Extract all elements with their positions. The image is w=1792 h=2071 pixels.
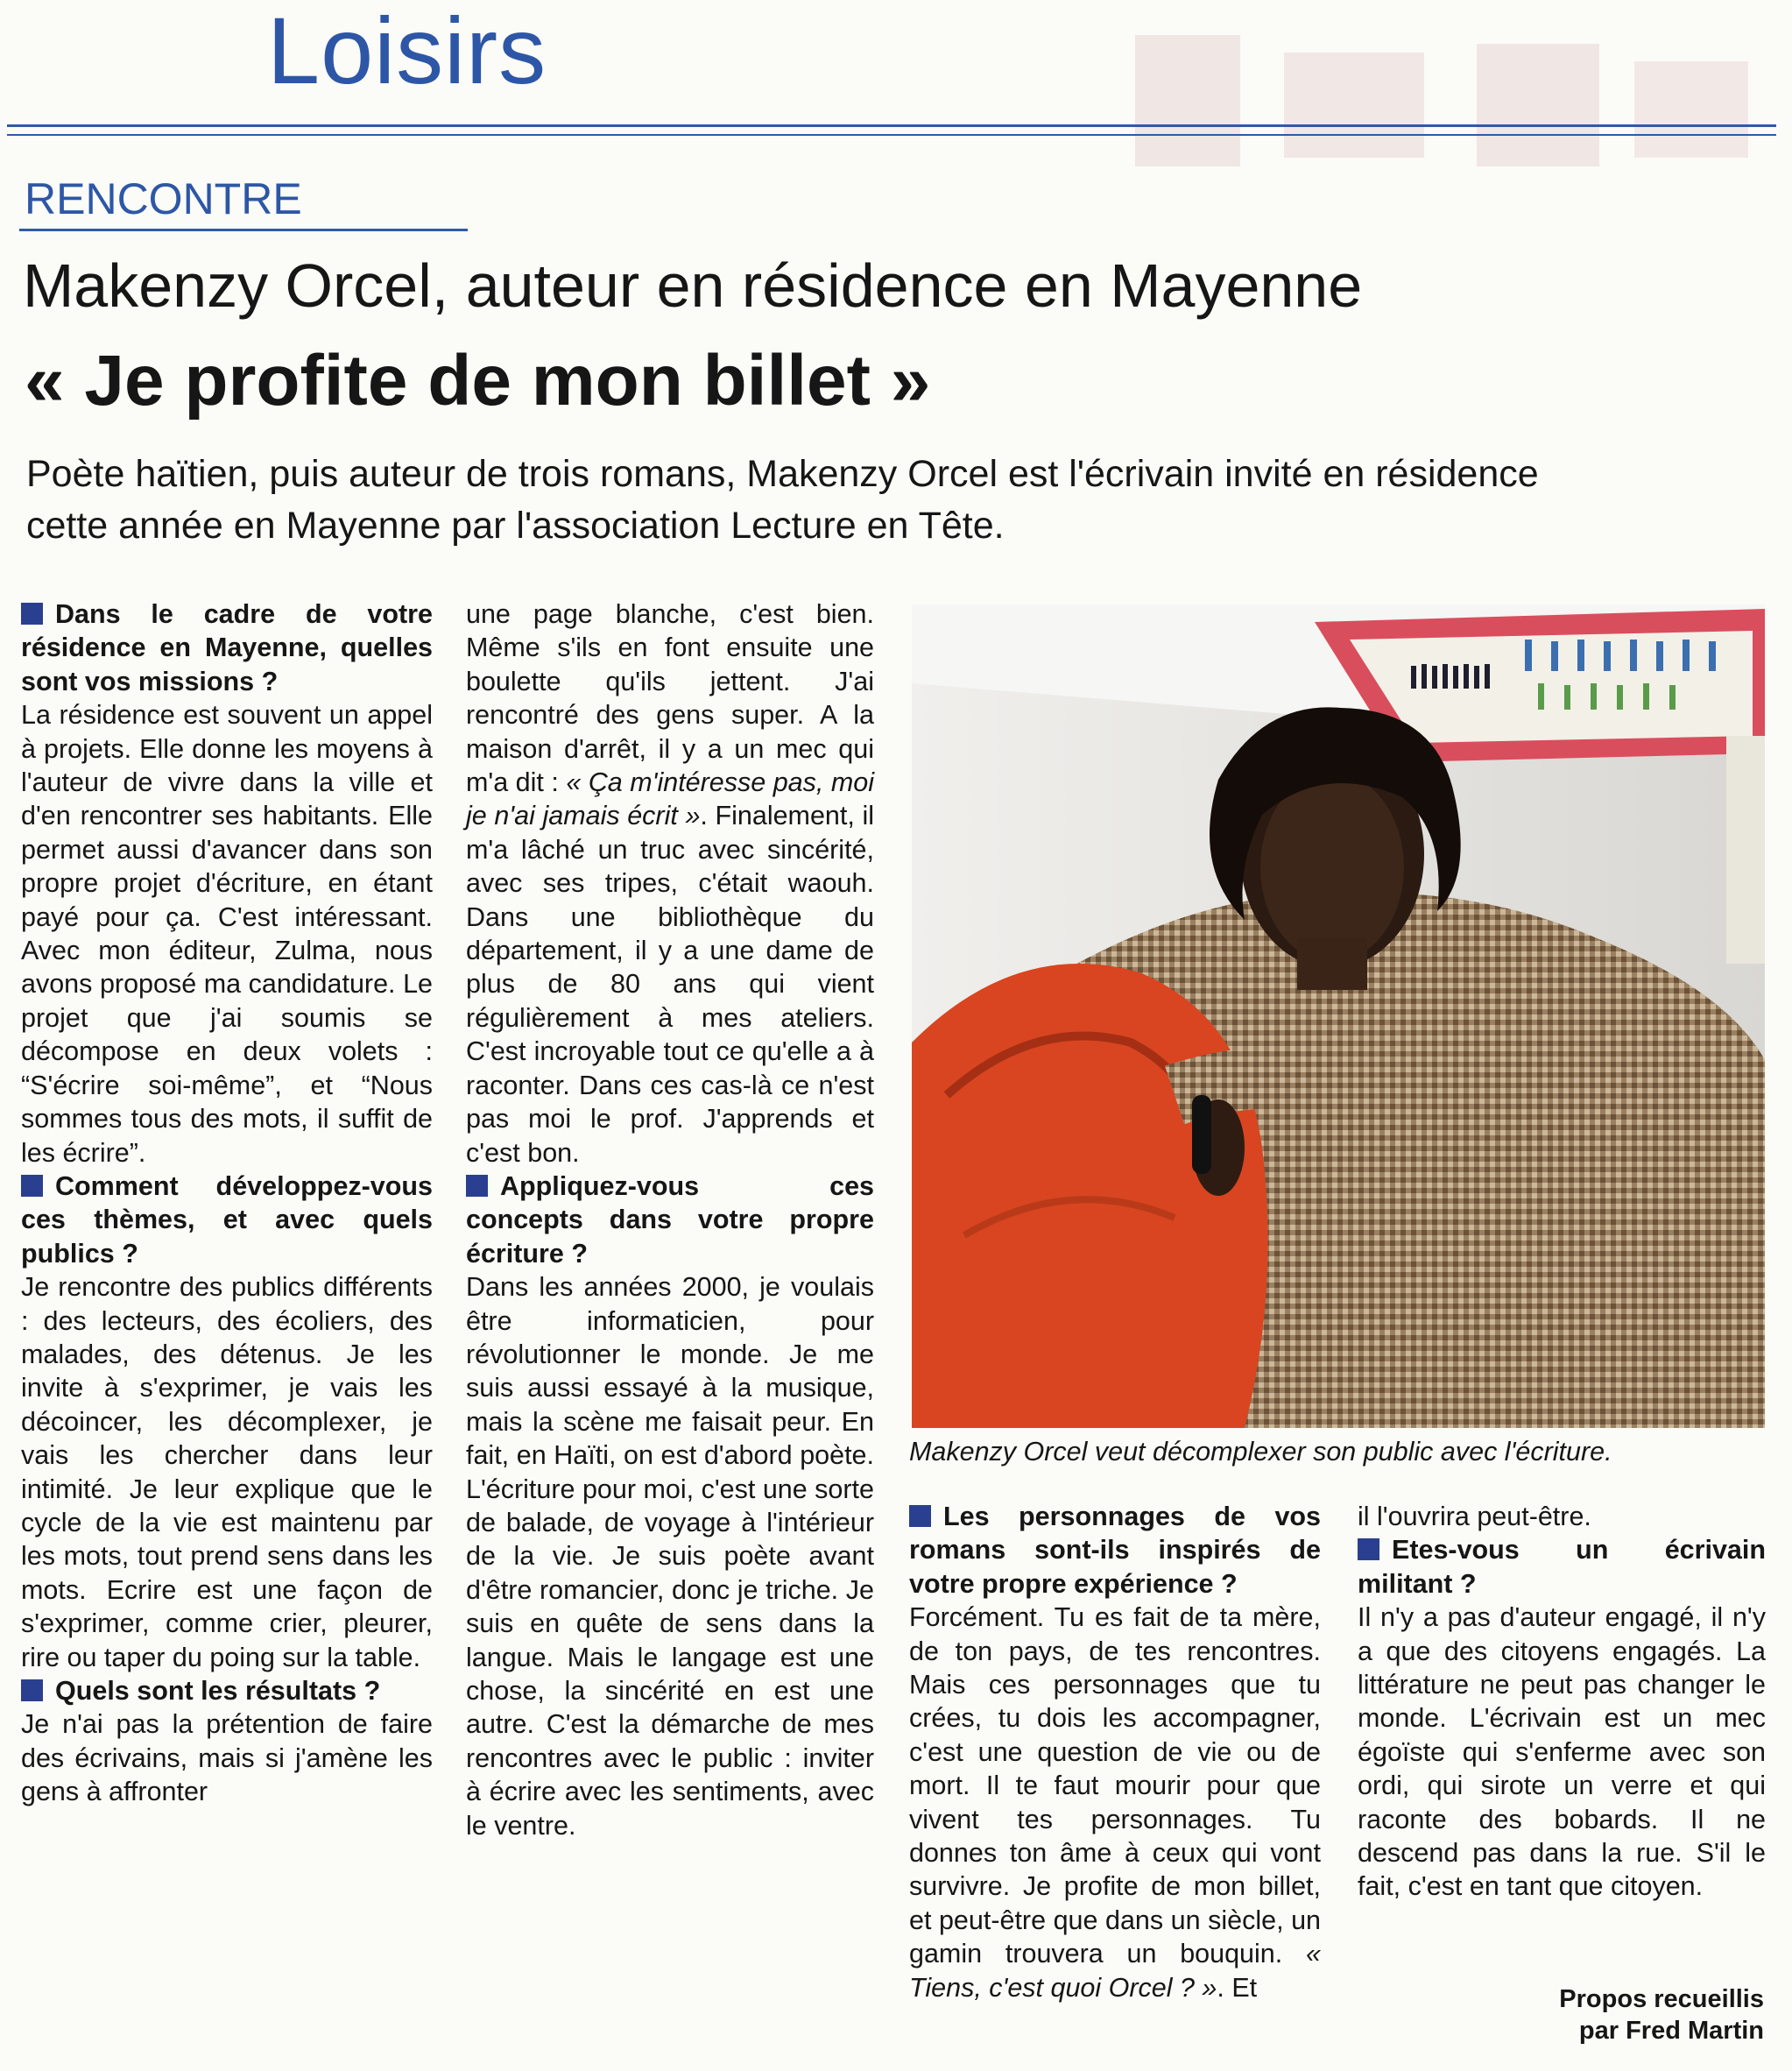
question-3	[21, 1674, 433, 1707]
article-column-2	[466, 597, 874, 1842]
byline-line-1: Propos recueillis	[1559, 1985, 1764, 2013]
byline-line-2: par Fred Martin	[1578, 2017, 1764, 2045]
answer-6: Il n'y a pas d'auteur engagé, il n'y a que des citoyens engagés. La littérature ne peut pas changer le monde. L'écrivain est un mec égoïste qui s'enferme avec son ordi, qui sirote un verre et qui raconte des bobards. Il ne descend pas dans la rue. S'il le fait, c'est en tant que citoyen.	[1358, 1602, 1766, 1902]
answer-3: Je n'ai pas la prétention de faire des écrivains, mais si j'amène les gens à affronter	[21, 1709, 433, 1807]
section-title: Loisirs	[267, 0, 547, 103]
question-5	[909, 1500, 1321, 1601]
section-rule	[7, 124, 1776, 136]
answer-3-continued	[466, 597, 874, 1170]
article-column-3	[909, 1500, 1321, 2004]
answer-text: . Finalement, il m'a lâché un truc avec sincérité, avec ses tripes, c'était waouh. Dans une bibliothèque du département, il y a une dame de plus de 80 ans qui vient régulièrement à mes ateliers. C'est incroyable tout ce qu'elle a à raconter. Dans ces cas-là ce n'est pas moi le prof. J'apprends et c'est bon.	[466, 801, 874, 1168]
question-1	[21, 597, 433, 698]
article-column-4	[1358, 1500, 1766, 1904]
answer-text: Forcément. Tu es fait de ta mère, de ton pays, de tes rencontres. Mais ces personnages que tu crées, tu dois les accompagner, c'est une question de vie ou de mort. Il te faut mourir pour que vivent tes personnages. Tu donnes ton âme à ceux qui vont survivre. Je profite de mon billet, et peut-être que dans un siècle, un gamin trouvera un bouquin.	[909, 1602, 1321, 1969]
answer-5-continued: il l'ouvrira peut-être.	[1358, 1502, 1591, 1531]
article-column-1	[21, 597, 433, 1809]
byline	[1559, 1983, 1764, 2046]
quote-headline: « Je profite de mon billet »	[25, 341, 931, 421]
bullet-square-icon	[21, 1175, 43, 1197]
question-text: Appliquez-vous ces concepts dans votre propre écriture ?	[466, 1170, 874, 1269]
answer-text: une page blanche, c'est bien. Même s'ils en font ensuite une boulette qu'ils jettent. J'ai rencontré des gens super. A la maison d'arrêt, il y a un mec qui m'a dit :	[466, 599, 874, 798]
answer-2: Je rencontre des publics différents : des lecteurs, des écoliers, des malades, des détenus. Je les invite à s'exprimer, je vais les décoincer, les décomplexer, je vais les chercher dans leur intimité. Je leur explique que le cycle de la vie est maintenu par les mots, tout prend sens dans les mots. Ecrire est une façon de s'exprimer, comme crier, pleurer, rire ou taper du poing sur la table.	[21, 1272, 433, 1672]
inmate-quote: « Ça m'intéresse pas, moi je n'ai jamais écrit »	[466, 767, 874, 831]
question-4	[466, 1170, 874, 1270]
question-text: Comment développez-vous ces thèmes, et avec quels publics ?	[21, 1170, 433, 1269]
question-text: Dans le cadre de votre résidence en Mayenne, quelles sont vos missions ?	[21, 599, 433, 696]
answer-5	[909, 1601, 1321, 2004]
question-6	[1358, 1533, 1766, 1601]
question-text: Les personnages de vos romans sont-ils inspirés de votre propre expérience ?	[909, 1502, 1321, 1599]
question-text: Quels sont les résultats ?	[55, 1676, 381, 1706]
rubric-underline	[19, 229, 468, 231]
child-quote: « Tiens, c'est quoi Orcel ? »	[909, 1939, 1321, 2003]
bullet-square-icon	[21, 603, 43, 625]
question-text: Etes-vous un écrivain militant ?	[1358, 1535, 1766, 1599]
answer-4: Dans les années 2000, je voulais être informaticien, pour révolutionner le monde. Je me suis aussi essayé à la musique, mais la scène me faisait peur. En fait, en Haïti, on est d'abord poète. L'écriture pour moi, c'est une sorte de balade, de voyage à l'intérieur de la vie. Je suis poète avant d'être romancier, donc je triche. Je suis en quête de sens dans la langue. Mais le langage est une chose, la sincérité en est une autre. C'est la démarche de mes rencontres avec le public : inviter à écrire avec les sentiments, avec le ventre.	[466, 1272, 874, 1841]
answer-1: La résidence est souvent un appel à projets. Elle donne les moyens à l'auteur de vivre dans la ville et d'en rencontrer ses habitants. Elle permet aussi d'avancer dans son propre projet d'écriture, en étant payé pour ça. C'est intéressant. Avec mon éditeur, Zulma, nous avons proposé ma candidature. Le projet que j'ai soumis se décompose en deux volets : “S'écrire soi-même”, et “Nous sommes tous des mots, il suffit de les écrire”.	[21, 700, 433, 1168]
rubric-label: RENCONTRE	[25, 174, 302, 223]
author-photo	[912, 604, 1765, 1428]
photo-caption: Makenzy Orcel veut décomplexer son public avec l'écriture.	[909, 1437, 1612, 1467]
standfirst: Poète haïtien, puis auteur de trois romans, Makenzy Orcel est l'écrivain invité en résidence cette année en Mayenne par l'association Lecture en Tête.	[26, 453, 1539, 547]
headline: Makenzy Orcel, auteur en résidence en Mayenne	[23, 251, 1363, 320]
bullet-square-icon	[21, 1679, 43, 1701]
bleed-through-texture	[1109, 18, 1774, 193]
question-2	[21, 1170, 433, 1270]
bullet-square-icon	[909, 1505, 931, 1527]
answer-text: . Et	[1217, 1972, 1258, 2003]
bullet-square-icon	[1358, 1538, 1379, 1560]
bullet-square-icon	[466, 1175, 488, 1197]
